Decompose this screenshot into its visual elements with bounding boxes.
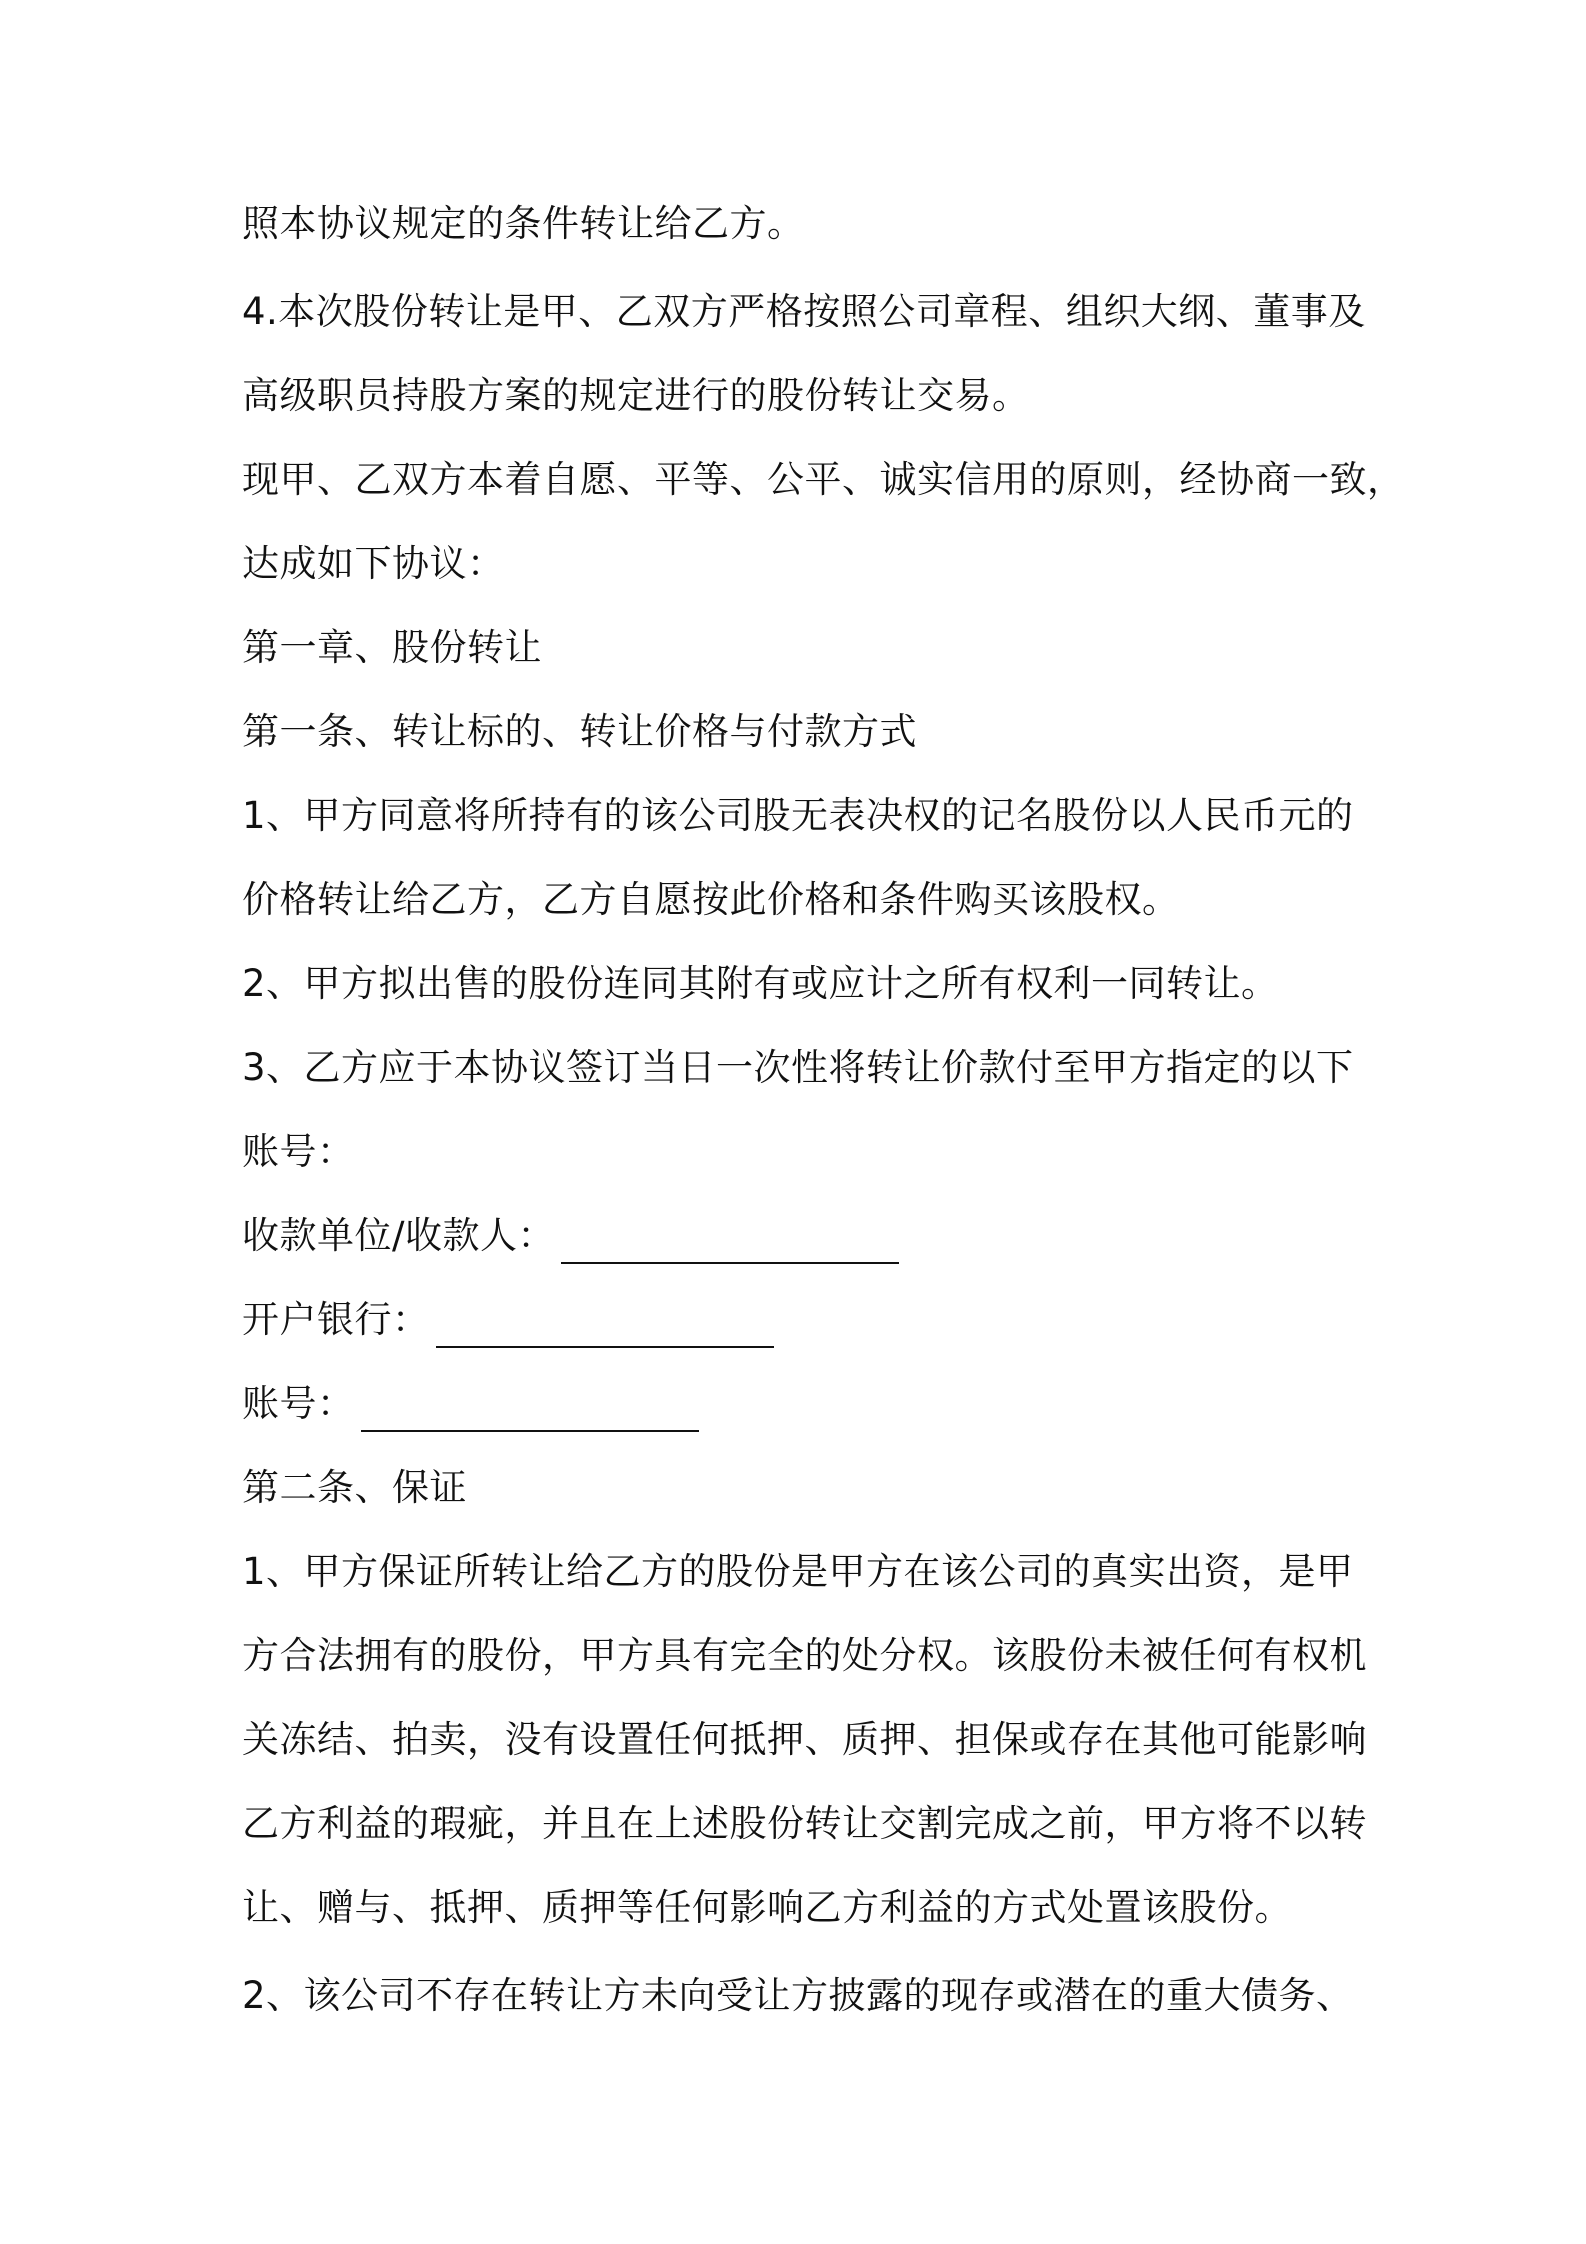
article-heading: 第一条、转让标的、转让价格与付款方式	[242, 710, 917, 753]
bank-label: 开户银行：	[242, 1298, 430, 1341]
article-heading: 第二条、保证	[242, 1466, 467, 1509]
account-field-row	[242, 1376, 1362, 1432]
account-blank	[361, 1390, 699, 1432]
bank-blank	[436, 1306, 774, 1348]
text-line: 4.本次股份转让是甲、乙双方严格按照公司章程、组织大纲、董事及	[242, 290, 1366, 333]
account-label: 账号：	[242, 1382, 355, 1425]
text-line: 高级职员持股方案的规定进行的股份转让交易。	[242, 374, 1030, 417]
text-line: 2、甲方拟出售的股份连同其附有或应计之所有权利一同转让。	[242, 962, 1279, 1005]
payee-blank	[561, 1222, 899, 1264]
text-line: 价格转让给乙方，乙方自愿按此价格和条件购买该股权。	[242, 878, 1180, 921]
text-line: 关冻结、拍卖，没有设置任何抵押、质押、担保或存在其他可能影响	[242, 1718, 1367, 1761]
text-line: 乙方利益的瑕疵，并且在上述股份转让交割完成之前，甲方将不以转	[242, 1802, 1367, 1845]
text-line: 让、赠与、抵押、质押等任何影响乙方利益的方式处置该股份。	[242, 1886, 1292, 1929]
text-line: 现甲、乙双方本着自愿、平等、公平、诚实信用的原则，经协商一致，	[242, 458, 1405, 501]
text-line: 达成如下协议：	[242, 542, 505, 585]
text-line: 1、甲方保证所转让给乙方的股份是甲方在该公司的真实出资，是甲	[242, 1550, 1354, 1593]
text-line: 2、该公司不存在转让方未向受让方披露的现存或潜在的重大债务、	[242, 1974, 1354, 2017]
bank-field-row	[242, 1292, 1362, 1348]
text-line: 1、甲方同意将所持有的该公司股无表决权的记名股份以人民币元的	[242, 794, 1354, 837]
text-line: 3、乙方应于本协议签订当日一次性将转让价款付至甲方指定的以下	[242, 1046, 1354, 1089]
payee-label: 收款单位/收款人：	[242, 1214, 555, 1257]
chapter-heading: 第一章、股份转让	[242, 626, 542, 669]
text-line: 账号：	[242, 1130, 355, 1173]
text-line: 照本协议规定的条件转让给乙方。	[242, 202, 805, 245]
payee-field-row	[242, 1208, 1362, 1264]
text-line: 方合法拥有的股份，甲方具有完全的处分权。该股份未被任何有权机	[242, 1634, 1367, 1677]
